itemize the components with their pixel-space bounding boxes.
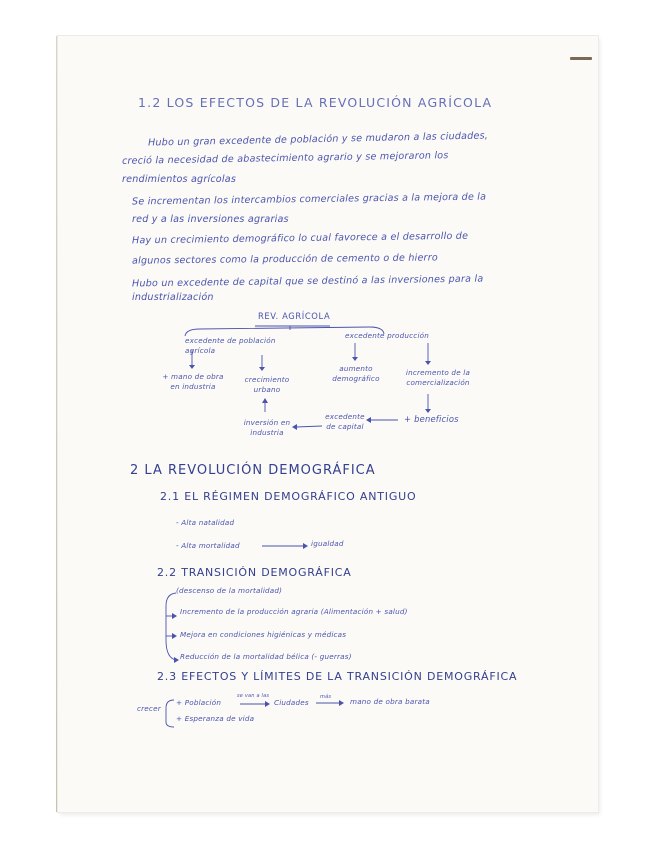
section-2-2-intro: (descenso de la mortalidad) <box>176 586 283 595</box>
arrow-label: se van a las <box>237 693 270 699</box>
effect-line-ciudades: Ciudades <box>274 698 309 707</box>
section-2-3-title: 2.3 EFECTOS Y LÍMITES DE LA TRANSICIÓN DEMOGRÁFICA <box>157 670 518 683</box>
arrow-label: más <box>320 694 332 700</box>
diagram-node-mano-obra: + mano de obra en industria <box>162 372 224 391</box>
effect-line-esperanza: + Esperanza de vida <box>176 714 255 723</box>
diagram-node-aumento-demografico: aumento demográfico <box>332 364 380 383</box>
paragraph-line: creció la necesidad de abastecimiento agrario y se mejoraron los <box>121 150 449 167</box>
diagram-node-excedente-capital: excedente de capital <box>325 412 365 431</box>
section-2-2-title: 2.2 TRANSICIÓN DEMOGRÁFICA <box>157 566 352 579</box>
paragraph-line: Hubo un excedente de capital que se destinó a las inversiones para la <box>131 273 484 290</box>
diagram-right-branch: excedente producción <box>345 331 429 340</box>
paragraph-line: rendimientos agrícolas <box>122 174 237 185</box>
paragraph-line: Se incrementan los intercambios comerciales gracias a la mejora de la <box>131 191 487 208</box>
effect-line-poblacion: + Población <box>176 698 222 707</box>
paragraph-line: industrialización <box>132 292 214 303</box>
list-item: - Alta natalidad <box>176 518 235 527</box>
effect-line-mano-obra: mano de obra barata <box>350 697 430 706</box>
section-2-1-title: 2.1 EL RÉGIMEN DEMOGRÁFICO ANTIGUO <box>160 490 417 503</box>
list-item: Mejora en condiciones higiénicas y médicas <box>180 630 347 639</box>
diagram-node-beneficios: + beneficios <box>404 414 459 424</box>
paragraph-line: Hay un crecimiento demográfico lo cual favorece a el desarrollo de <box>131 230 469 247</box>
paragraph-line: algunos sectores como la producción de cemento o de hierro <box>131 252 438 267</box>
diagram-node-inversion: inversión en industria <box>243 418 291 437</box>
arrow-target-label: igualdad <box>311 539 344 548</box>
diagram-root: REV. AGRÍCOLA <box>258 311 331 321</box>
diagram-node-crecimiento-urbano: crecimiento urbano <box>244 375 290 394</box>
diagram-left-branch: excedente de población agrícola <box>185 336 276 355</box>
section-2-title: 2 LA REVOLUCIÓN DEMOGRÁFICA <box>130 463 376 478</box>
paragraph-line: red y a las inversiones agrarias <box>132 214 289 225</box>
diagram-node-comercializacion: incremento de la comercialización <box>405 368 471 387</box>
list-item: - Alta mortalidad <box>176 541 240 550</box>
brace-label: crecer <box>137 704 161 713</box>
section-1-2-title: 1.2 LOS EFECTOS DE LA REVOLUCIÓN AGRÍCOLA <box>138 95 493 110</box>
paragraph-line: Hubo un gran excedente de población y se mudaron a las ciudades, <box>147 130 489 149</box>
list-item: Incremento de la producción agraria (Alimentación + salud) <box>180 607 408 616</box>
list-item: Reducción de la mortalidad bélica (- guerras) <box>180 652 352 661</box>
